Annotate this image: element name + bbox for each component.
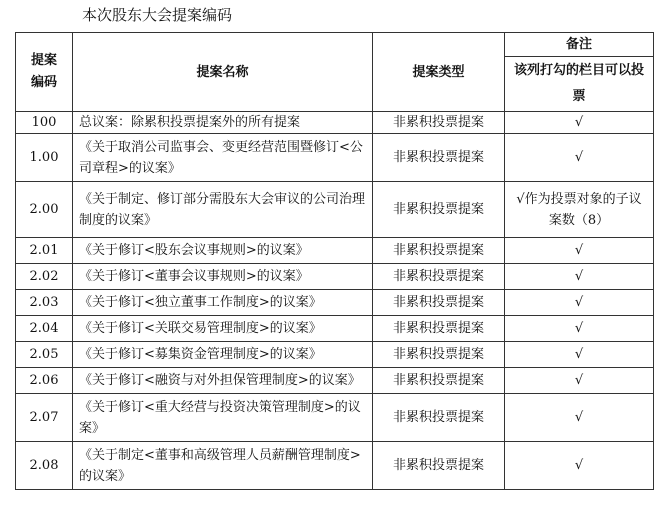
- proposal-note: √: [505, 342, 654, 368]
- proposal-note: √作为投票对象的子议案数（8）: [505, 182, 654, 238]
- proposal-type: 非累积投票提案: [373, 316, 505, 342]
- table-row: [16, 442, 654, 490]
- proposal-code: 2.00: [16, 182, 73, 238]
- proposal-name: 《关于制定<董事和高级管理人员薪酬管理制度>的议案》: [73, 442, 373, 490]
- proposal-type: 非累积投票提案: [373, 290, 505, 316]
- proposal-code: 100: [16, 112, 73, 134]
- proposal-name: 总议案：除累积投票提案外的所有提案: [73, 112, 373, 134]
- page-title: 本次股东大会提案编码: [82, 6, 233, 24]
- header-code: [16, 33, 73, 112]
- proposal-note: √: [505, 316, 654, 342]
- header-type: 提案类型: [373, 33, 505, 112]
- proposal-rows: [16, 112, 654, 490]
- table-row: [16, 264, 654, 290]
- table-row: [16, 112, 654, 134]
- proposal-code: 2.04: [16, 316, 73, 342]
- header-name: 提案名称: [73, 33, 373, 112]
- proposal-code: 2.02: [16, 264, 73, 290]
- proposal-type: 非累积投票提案: [373, 442, 505, 490]
- proposal-name: 《关于修订<重大经营与投资决策管理制度>的议案》: [73, 394, 373, 442]
- proposal-type: 非累积投票提案: [373, 368, 505, 394]
- proposal-name: 《关于修订<股东会议事规则>的议案》: [73, 238, 373, 264]
- proposal-code: 1.00: [16, 134, 73, 182]
- header-note-group: 备注: [505, 33, 654, 57]
- proposal-note: √: [505, 264, 654, 290]
- proposal-note: √: [505, 394, 654, 442]
- proposal-code: 2.07: [16, 394, 73, 442]
- table-row: [16, 316, 654, 342]
- proposal-name: 《关于修订<募集资金管理制度>的议案》: [73, 342, 373, 368]
- proposal-type: 非累积投票提案: [373, 238, 505, 264]
- proposal-name: 《关于修订<关联交易管理制度>的议案》: [73, 316, 373, 342]
- table-row: [16, 238, 654, 264]
- proposal-note: √: [505, 112, 654, 134]
- proposal-type: 非累积投票提案: [373, 342, 505, 368]
- table-row: [16, 134, 654, 182]
- proposal-name: 《关于取消公司监事会、变更经营范围暨修订<公司章程>的议案》: [73, 134, 373, 182]
- proposal-code: 2.08: [16, 442, 73, 490]
- proposal-note: √: [505, 238, 654, 264]
- table-row: [16, 342, 654, 368]
- proposal-type: 非累积投票提案: [373, 264, 505, 290]
- proposal-note: √: [505, 134, 654, 182]
- proposal-code: 2.05: [16, 342, 73, 368]
- proposal-code: 2.03: [16, 290, 73, 316]
- header-code-label: 提案 编码: [30, 53, 57, 90]
- proposal-name: 《关于修订<融资与对外担保管理制度>的议案》: [73, 368, 373, 394]
- table-row: [16, 394, 654, 442]
- proposal-code: 2.01: [16, 238, 73, 264]
- proposal-name: 《关于修订<董事会议事规则>的议案》: [73, 264, 373, 290]
- table-row: [16, 368, 654, 394]
- proposal-note: √: [505, 442, 654, 490]
- proposal-type: 非累积投票提案: [373, 182, 505, 238]
- proposal-type: 非累积投票提案: [373, 394, 505, 442]
- proposal-note: √: [505, 368, 654, 394]
- proposal-name: 《关于修订<独立董事工作制度>的议案》: [73, 290, 373, 316]
- table-row: [16, 182, 654, 238]
- proposal-code-table: [15, 32, 654, 490]
- proposal-type: 非累积投票提案: [373, 134, 505, 182]
- table-row: [16, 290, 654, 316]
- proposal-note: √: [505, 290, 654, 316]
- header-note: 该列打勾的栏目可以投票: [505, 57, 654, 112]
- proposal-type: 非累积投票提案: [373, 112, 505, 134]
- proposal-code: 2.06: [16, 368, 73, 394]
- proposal-name: 《关于制定、修订部分需股东大会审议的公司治理制度的议案》: [73, 182, 373, 238]
